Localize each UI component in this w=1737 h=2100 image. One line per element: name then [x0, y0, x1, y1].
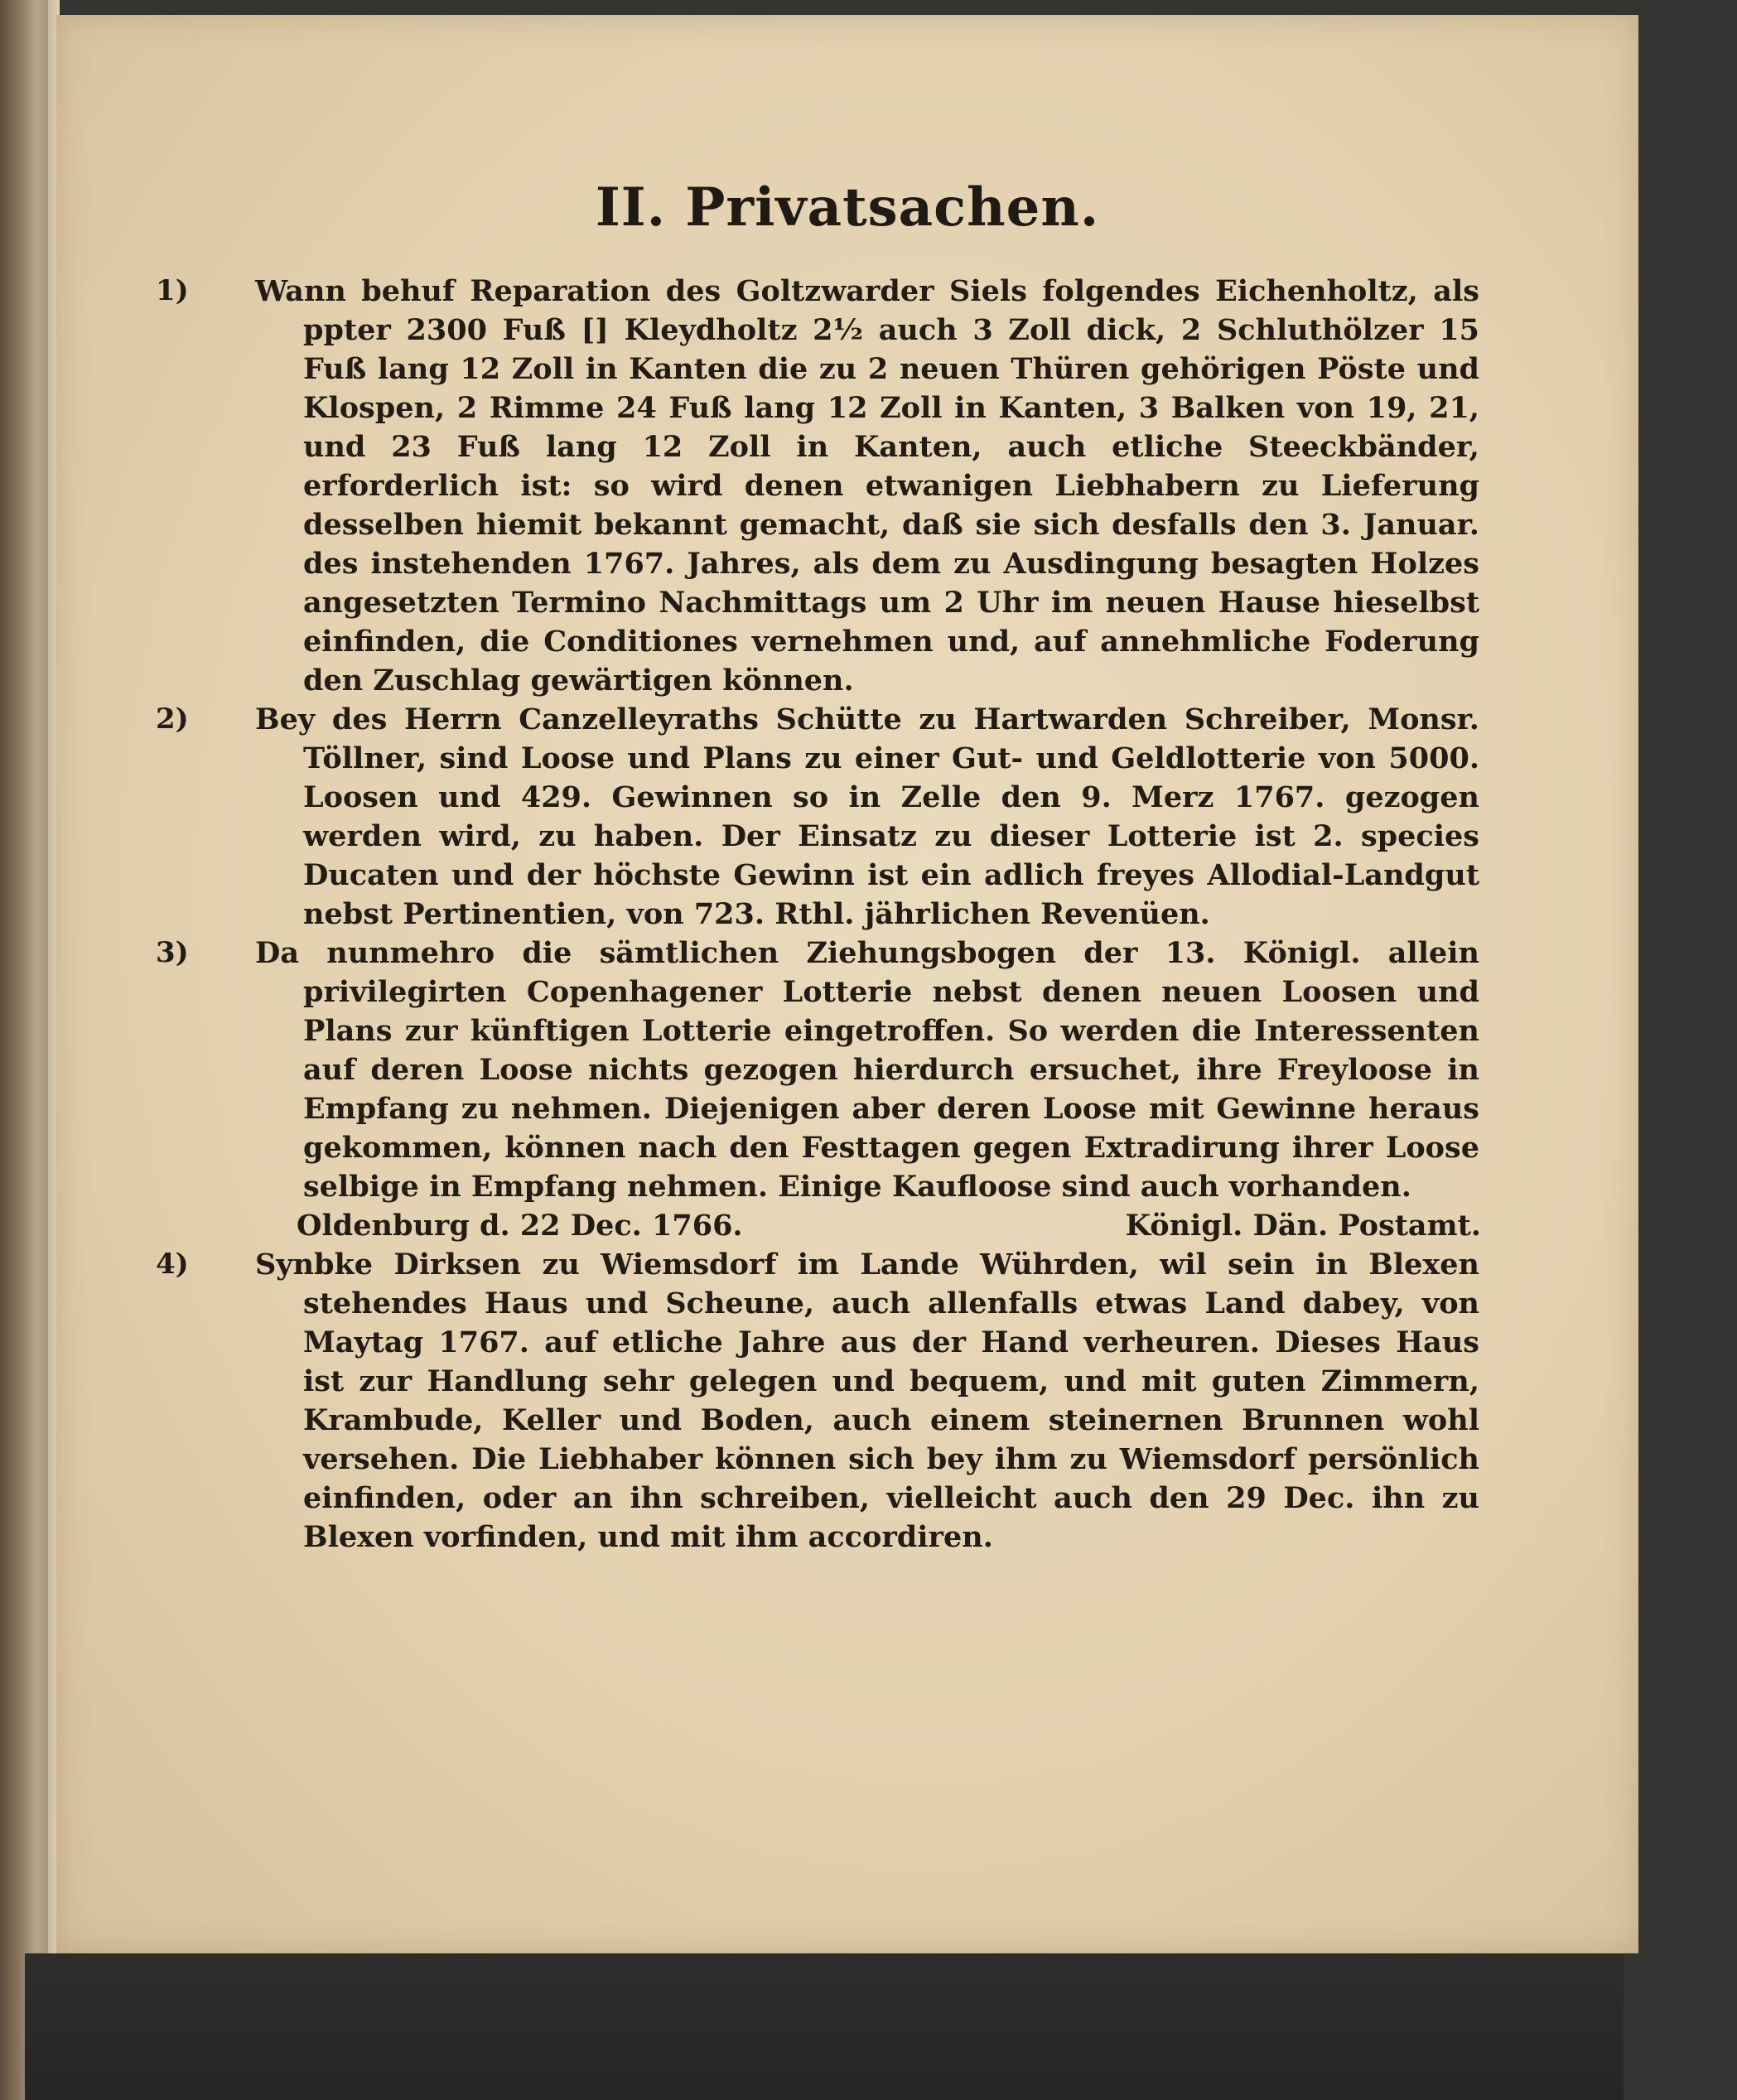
document-page — [56, 15, 1638, 1953]
notice-number: 3) — [156, 936, 189, 969]
notice-text: Da nunmehro die sämtlichen Ziehungsbogen der 13. Königl. allein privilegirten Copenhagener Lotterie nebst denen neuen Loosen und Plans zur künftigen Lotterie eingetroffen. So werden die Interessenten auf deren Loose nichts gezogen hierdurch ersuchet, ihre Freyloose in Empfang zu nehmen. Diejenigen aber deren Loose mit Gewinne heraus gekommen, können nach den Festtagen gegen Extradirung ihrer Loose selbige in Empfang nehmen. Einige Kaufloose sind auch vorhanden. — [255, 936, 1479, 1204]
notice-item — [56, 1245, 1638, 1557]
notice-number: 1) — [156, 274, 189, 307]
notice-text: Bey des Herrn Canzelleyraths Schütte zu Hartwarden Schreiber, Monsr. Töllner, sind Loose und Plans zu einer Gut- und Geldlotterie von 5000. Loosen und 429. Gewinnen so in Zelle den 9. Merz 1767. gezogen werden wird, zu haben. Der Einsatz zu dieser Lotterie ist 2. species Ducaten und der höchste Gewinn ist ein adlich freyes Allodial-Landgut nebst Pertinentien, von 723. Rthl. jährlichen Revenüen. — [255, 702, 1479, 931]
section-heading: II. Privatsachen. — [595, 176, 1100, 239]
signature-place-date: Oldenburg d. 22 Dec. 1766. — [297, 1209, 743, 1243]
notice-text: Wann behuf Reparation des Goltzwarder Siels folgendes Eichenholtz, als ppter 2300 Fuß [] Kleydholtz 2½ auch 3 Zoll dick, 2 Schluthölzer 15 Fuß lang 12 Zoll in Kanten die zu 2 neuen Thüren gehörigen Pöste und Klospen, 2 Rimme 24 Fuß lang 12 Zoll in Kanten, 3 Balken von 19, 21, und 23 Fuß lang 12 Zoll in Kanten, auch etliche Steeckbänder, erforderlich ist: so wird denen etwanigen Liebhabern zu Lieferung desselben hiemit bekannt gemacht, daß sie sich desfalls den 3. Januar. des instehenden 1767. Jahres, als dem zu Ausdingung besagten Holzes angesetzten Termino Nachmittags um 2 Uhr im neuen Hause hieselbst einfinden, die Conditiones vernehmen und, auf annehmliche Foderung den Zuschlag gewärtigen können. — [255, 274, 1479, 698]
notices-list — [56, 272, 1638, 1557]
notice-item — [56, 700, 1638, 934]
signature-office: Königl. Dän. Postamt. — [1125, 1209, 1481, 1243]
notice-text: Synbke Dirksen zu Wiemsdorf im Lande Wührden, wil sein in Blexen stehendes Haus und Scheune, auch allenfalls etwas Land dabey, von Maytag 1767. auf etliche Jahre aus der Hand verheuren. Dieses Haus ist zur Handlung sehr gelegen und bequem, und mit guten Zimmern, Krambude, Keller und Boden, auch einem steinernen Brunnen wohl versehen. Die Liebhaber können sich bey ihm zu Wiemsdorf persönlich einfinden, oder an ihn schreiben, vielleicht auch den 29 Dec. ihn zu Blexen vorfinden, und mit ihm accordiren. — [255, 1248, 1479, 1554]
notice-number: 2) — [156, 702, 189, 736]
notice-number: 4) — [156, 1248, 189, 1281]
scan-background — [25, 1953, 1624, 2100]
notice-item — [56, 934, 1638, 1245]
notice-item — [56, 272, 1638, 700]
notice-signature — [297, 1206, 1481, 1245]
